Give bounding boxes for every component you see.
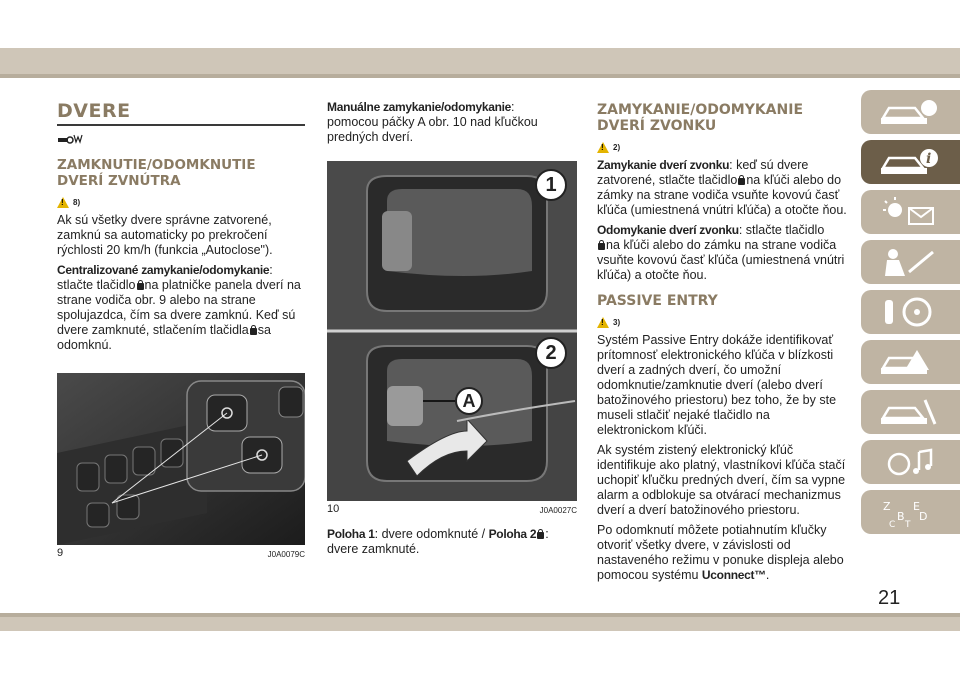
svg-text:E: E: [913, 500, 920, 513]
figure-10-caption: 10 J0A0027C: [327, 503, 577, 515]
svg-text:Z: Z: [883, 500, 891, 513]
top-band: [0, 48, 960, 78]
multimedia-icon: [879, 446, 939, 478]
unlock-icon: [598, 240, 605, 250]
tab-driving[interactable]: [861, 290, 960, 334]
sub-heading-passive-entry: PASSIVE ENTRY: [597, 293, 718, 309]
unlock-icon: [250, 325, 257, 335]
tab-car-key-info[interactable]: [861, 140, 960, 184]
svg-text:D: D: [919, 510, 928, 523]
note-ref-2: ! 2): [597, 142, 847, 153]
callout-1: 1: [535, 169, 567, 201]
svg-text:i: i: [926, 151, 932, 167]
sub-heading-exterior: ZAMYKANIE/ODOMYKANIE DVERÍ ZVONKU: [597, 102, 804, 134]
paragraph-unlock-exterior: Odomykanie dverí zvonku: stlačte tlačidlo na kľúči alebo do zámku na strane vodiča vsuňte kovovú časť kľúča (umiestnená vnútri kľúča) a otočte ňou.: [597, 223, 845, 282]
warning-lights-icon: [879, 196, 939, 228]
index-letters-icon: [879, 496, 939, 528]
chapter-sidebar: [861, 90, 960, 540]
callout-a: A: [455, 387, 483, 415]
figure-9-door-panel: [57, 373, 305, 545]
lock-icon: [137, 280, 144, 290]
car-key-info-icon: [879, 146, 939, 178]
svg-text:C: C: [889, 520, 896, 528]
tab-multimedia[interactable]: [861, 440, 960, 484]
warning-icon: [57, 197, 69, 208]
svg-text:B: B: [897, 510, 905, 523]
section-heading-dvere: DVERE: [57, 100, 305, 126]
tab-car-info[interactable]: [861, 90, 960, 134]
paragraph-passive-1: Systém Passive Entry dokáže identifikovať prítomnosť elektronického kľúča v blízkosti dverí a zadných dverí, čo umožní odomknutie/zamknutie dverí (alebo dverí batožinového priestoru) bez toho, že by ste museli stlačiť nejaké tlačidlo na elektronickom kľúči.: [597, 333, 837, 437]
wifi-key-icon: [57, 132, 305, 147]
column-left: [57, 100, 305, 559]
column-middle: [327, 100, 577, 557]
tab-warning-lights[interactable]: [861, 190, 960, 234]
paragraph-passive-3: Po odomknutí môžete potiahnutím kľučky otvoriť všetky dvere, v závislosti od nastaveného režimu v ponuke displeja alebo pomocou systému Uconnect™.: [597, 523, 844, 582]
page-number: 21: [878, 587, 901, 609]
note-ref-3: ! 3): [597, 317, 847, 328]
figure-10-door-lever: [327, 161, 577, 501]
paragraph-lock-exterior: Zamykanie dverí zvonku: keď sú dvere zatvorené, stlačte tlačidlo na kľúči alebo do zámky na strane vodiča vsuňte kovovú časť kľúča (umiestnená vnútri kľúča) a otočte ňou.: [597, 158, 847, 217]
paragraph-manual-locking: Manuálne zamykanie/odomykanie: pomocou páčky A obr. 10 nad kľučkou predných dverí.: [327, 100, 538, 144]
column-right: [597, 100, 847, 583]
paragraph-positions: Poloha 1: dvere odomknuté / Poloha 2 : dvere zamknuté.: [327, 527, 549, 556]
svg-text:T: T: [905, 520, 911, 528]
car-info-icon: [879, 96, 939, 128]
lock-icon: [738, 175, 745, 185]
note-ref: ! 8): [57, 197, 305, 208]
steering-wheel-icon: [879, 296, 939, 328]
airbag-seat-icon: [879, 246, 939, 278]
lock-icon: [537, 529, 544, 539]
callout-2: 2: [535, 337, 567, 369]
sub-heading-interior: ZAMKNUTIE/ODOMKNUTIE DVERÍ ZVNÚTRA: [57, 157, 256, 189]
warning-icon: [597, 317, 609, 328]
paragraph-central-locking: Centralizované zamykanie/odomykanie: stlačte tlačidlo na platničke panela dverí na strane vodiča obr. 9 alebo na strane spolujazdca, čím sa dvere zamknú. Keď sú dvere zamknuté, stlačením tlačidla sa odomknú.: [57, 263, 301, 352]
tab-safety[interactable]: [861, 240, 960, 284]
tab-service[interactable]: [861, 390, 960, 434]
paragraph-autoclose: Ak sú všetky dvere správne zatvorené, zamknú sa automaticky po prekročení rýchlosti 20 km/h (funkcia „Autoclose").: [57, 213, 273, 257]
tab-emergency[interactable]: [861, 340, 960, 384]
warning-icon: [597, 142, 609, 153]
bottom-band: [0, 613, 960, 631]
figure-9-caption: 9 J0A0079C: [57, 547, 305, 559]
car-warning-icon: [879, 346, 939, 378]
tab-index[interactable]: [861, 490, 960, 534]
car-service-icon: [879, 396, 939, 428]
paragraph-passive-2: Ak systém zistený elektronický kľúč identifikuje ako platný, vlastníkovi kľúča stačí uchopiť kľučku predných dverí, čím sa vypne alarm a odblokuje sa otvárací mechanizmus dverí a dverí batožinového priestoru.: [597, 443, 846, 517]
